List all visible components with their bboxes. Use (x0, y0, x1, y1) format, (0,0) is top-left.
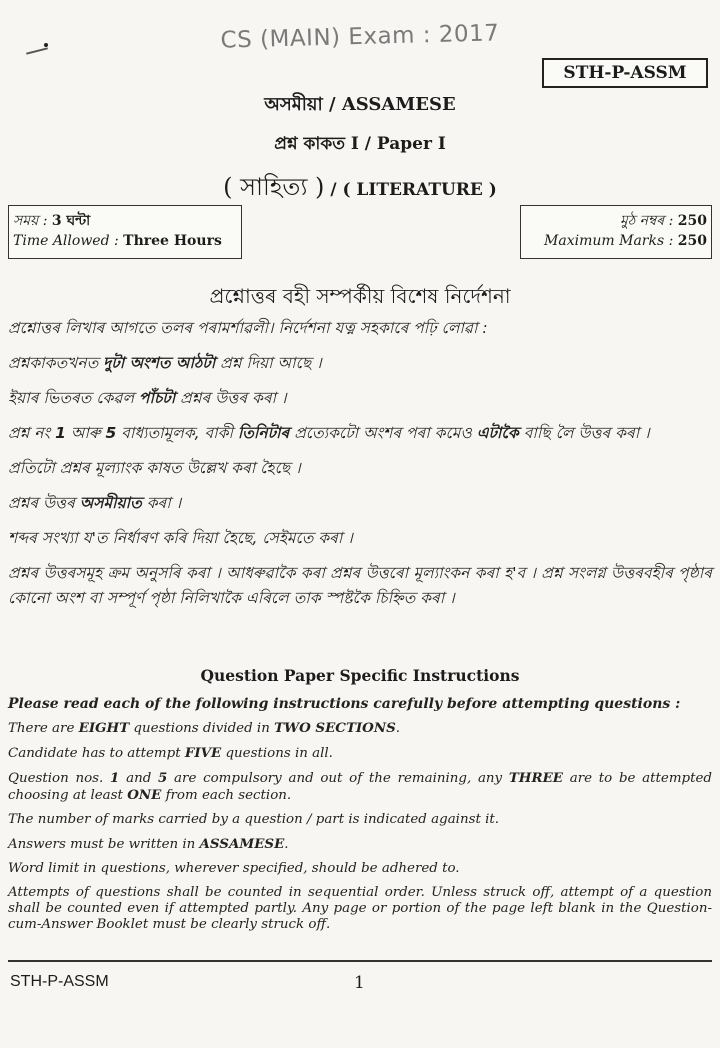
time-assamese: সময় : 3 ঘন্টা (13, 213, 91, 229)
english-instruction: Question nos. 1 and 5 are compulsory and out of the remaining, any THREE are to be attempted choosing at least ONE from each section. (8, 770, 712, 803)
paper-heading: প্ৰশ্ন কাকত I / Paper I (274, 134, 446, 154)
assamese-instruction: প্ৰশ্ন নং 1 আৰু 5 বাধ্যতামূলক, বাকী তিনিটাৰ প্ৰত্যেকটো অংশৰ পৰা কমেও এটাকৈ বাছি লৈ উত্তৰ কৰা । (8, 424, 650, 442)
marks-english: Maximum Marks : 250 (544, 233, 707, 249)
subject-assamese: ( সাহিত্য ) (223, 173, 325, 201)
assamese-instruction: প্ৰশ্নৰ উত্তৰসমূহ ক্ৰম অনুসৰি কৰা । আধৰুৱাকৈ কৰা প্ৰশ্নৰ উত্তৰো মূল্যাংকন কৰা হ'ব । প্ৰশ্ন সংলগ্ন উত্তৰবহীৰ পৃষ্ঠাৰ কোনো অংশ বা সম্পূৰ্ণ পৃষ্ঠা নিলিখাকৈ এৰিলে তাক স্পষ্টকৈ চিহ্নিত কৰা । (8, 564, 712, 607)
subject-heading (0, 169, 720, 209)
assamese-instructions (8, 316, 712, 619)
assamese-intro: প্ৰশ্নোত্তৰ লিখাৰ আগতে তলৰ পৰামৰ্শাৱলী। নিৰ্দেশনা যত্ন সহকাৰে পঢ়ি লোৱা : (8, 319, 488, 337)
english-instruction: Attempts of questions shall be counted in sequential order. Unless struck off, attempt of a question shall be counted even if attempted partly. Any page or portion of the page left blank in the Question-cum-Answer Booklet must be clearly struck off. (8, 885, 712, 932)
assamese-instruction: প্ৰশ্নৰ উত্তৰ অসমীয়াত কৰা । (8, 494, 182, 512)
english-intro: Please read each of the following instructions carefully before attempting questions : (8, 696, 681, 712)
subject-english: / ( LITERATURE ) (324, 180, 497, 200)
language-heading: অসমীয়া / ASSAMESE (264, 94, 456, 115)
footer-divider (8, 960, 712, 962)
marks-box (520, 205, 712, 259)
exam-stamp: CS (MAIN) Exam : 2017 (220, 20, 500, 54)
english-instruction: Answers must be written in ASSAMESE. (8, 836, 289, 852)
paper-code-box: STH-P-ASSM (542, 58, 708, 88)
english-instruction: Candidate has to attempt FIVE questions in all. (8, 745, 333, 761)
time-english: Time Allowed : Three Hours (13, 233, 222, 249)
english-instructions (8, 696, 712, 941)
assamese-instruction: ইয়াৰ ভিতৰত কেৱল পাঁচটা প্ৰশ্নৰ উত্তৰ কৰা । (8, 389, 287, 407)
assamese-instruction: প্ৰশ্নকাকতখনত দুটা অংশত আঠটা প্ৰশ্ন দিয়া আছে । (8, 354, 322, 372)
page-number: 1 (354, 973, 365, 993)
assamese-instruction: প্ৰতিটো প্ৰশ্নৰ মূল্যাংক কাষত উল্লেখ কৰা হৈছে । (8, 459, 301, 477)
time-box (8, 205, 242, 259)
marks-assamese: মুঠ নম্বৰ : 250 (619, 213, 707, 229)
english-instruction: There are EIGHT questions divided in TWO SECTIONS. (8, 720, 401, 736)
footer-paper-code: STH-P-ASSM (10, 973, 109, 990)
english-instructions-heading: Question Paper Specific Instructions (200, 666, 520, 685)
assamese-instruction: শব্দৰ সংখ্যা য'ত নিৰ্ধাৰণ কৰি দিয়া হৈছে, সেইমতে কৰা । (8, 529, 353, 547)
english-instruction: The number of marks carried by a question / part is indicated against it. (8, 812, 500, 827)
assamese-instructions-heading: প্ৰশ্নোত্তৰ বহী সম্পৰ্কীয় বিশেষ নিৰ্দেশনা (209, 284, 511, 308)
english-instruction: Word limit in questions, wherever specified, should be adhered to. (8, 861, 460, 876)
